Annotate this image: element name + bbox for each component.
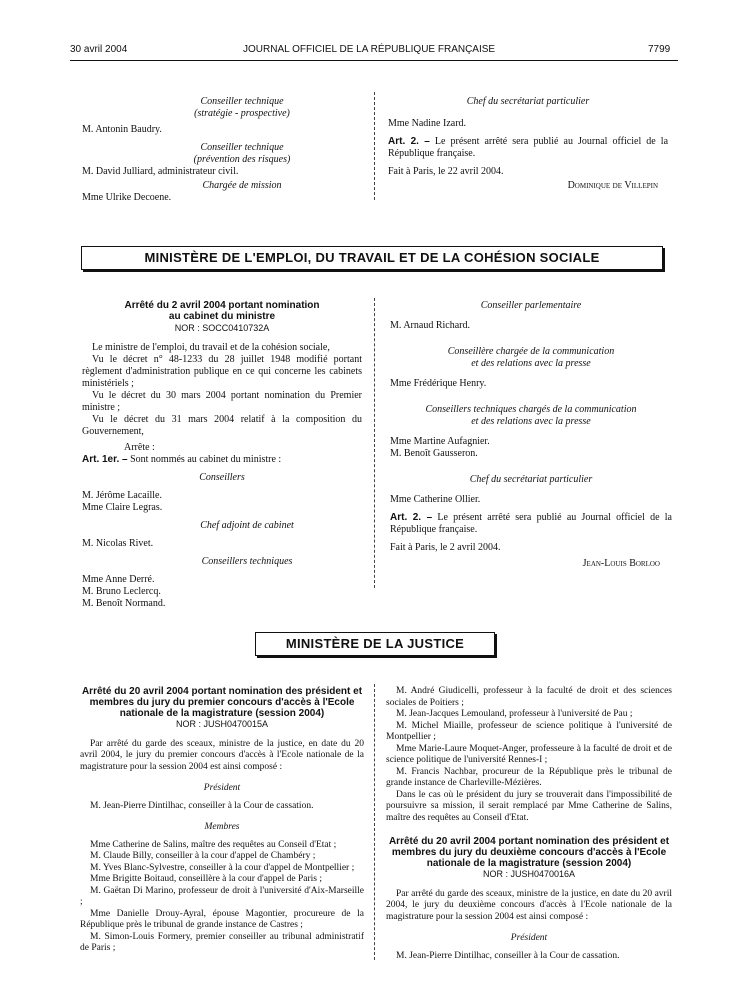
jury-member: M. Simon-Louis Formery, premier conseiller au tribunal administratif de Paris ; <box>80 931 364 953</box>
fait-a-paris: Fait à Paris, le 22 avril 2004. <box>388 166 504 177</box>
article-2 <box>388 136 668 160</box>
appointee-name: M. Arnaud Richard. <box>390 320 470 331</box>
preamble-minister: Le ministre de l'emploi, du travail et de la cohésion sociale, <box>92 342 330 353</box>
arrete-title: Arrêté du 2 avril 2004 portant nomination <box>124 300 320 311</box>
top-right-column <box>388 96 668 192</box>
article-1 <box>82 454 362 466</box>
appointee-name: M. Jean-Pierre Dintilhac, conseiller à la Cour de cassation. <box>396 950 620 961</box>
ministry-banner-justice: MINISTÈRE DE LA JUSTICE <box>255 632 495 656</box>
fait-a-paris: Fait à Paris, le 2 avril 2004. <box>390 542 501 553</box>
decree-intro: Par arrêté du garde des sceaux, ministre de la justice, en date du 20 avril 2004, le jury du premier concours d'accès à l'Ecole nationale de la magistrature pour la session 2004 est ainsi composé : <box>80 738 364 772</box>
top-left-column <box>82 96 362 204</box>
justice-left-column <box>80 686 364 955</box>
justice-right-column <box>386 686 672 962</box>
appointee-name: Mme Ulrike Decoene. <box>82 192 172 203</box>
appointee-name: M. Jérôme Lacaille. <box>82 490 162 501</box>
article-2 <box>390 512 672 536</box>
header-date: 30 avril 2004 <box>70 44 128 55</box>
jury-member: M. Michel Miaille, professeur de science politique à l'université de Montpellier ; <box>386 720 672 742</box>
article-text: Le présent arrêté sera publié au Journal officiel de la République française. <box>390 512 672 535</box>
role-title-line2: et des relations avec la presse <box>471 416 591 427</box>
role-title: Président <box>510 933 548 943</box>
nor-reference: NOR : JUSH0470015A <box>175 719 269 729</box>
column-divider <box>374 92 375 200</box>
replacement-clause: Dans le cas où le président du jury se trouverait dans l'impossibilité de poursuivre sa mission, il serait remplacé par Mme Catherine de Salins, maître des requêtes au Conseil d'Etat. <box>386 789 672 823</box>
jury-member: M. Claude Billy, conseiller à la cour d'appel de Chambéry ; <box>90 851 316 861</box>
arrete-title: Arrêté du 20 avril 2004 portant nomination des président et membres du jury du deuxième concours d'accès à l'Ecole nationale de la magistrature (session 2004) <box>388 836 670 869</box>
role-title: Conseillère chargée de la communication <box>447 346 615 357</box>
role-subtitle: (prévention des risques) <box>193 154 291 165</box>
appointee-name: M. Antonin Baudry. <box>82 124 162 135</box>
column-divider <box>374 298 375 588</box>
role-title: Président <box>203 783 241 793</box>
arrete-title-line2: au cabinet du ministre <box>168 311 276 322</box>
role-subtitle: (stratégie - prospective) <box>194 108 290 119</box>
role-title: Conseiller technique <box>200 142 284 153</box>
article-label: Art. 2. – <box>390 512 433 523</box>
appointee-name: M. Nicolas Rivet. <box>82 538 154 549</box>
jury-member: Mme Brigitte Boitaud, conseillère à la cour d'appel de Paris ; <box>90 874 323 884</box>
header-rule <box>70 60 678 61</box>
arrete-label: Arrête : <box>124 442 155 453</box>
role-title: Conseiller technique <box>200 96 284 107</box>
article-text: Le présent arrêté sera publié au Journal officiel de la République française. <box>388 136 669 159</box>
jury-member: Mme Catherine de Salins, maître des requêtes au Conseil d'Etat ; <box>90 839 337 850</box>
article-text: Sont nommés au cabinet du ministre : <box>130 454 282 465</box>
role-title-line2: et des relations avec la presse <box>471 358 591 369</box>
role-title: Conseiller parlementaire <box>480 300 582 311</box>
jury-member: Mme Danielle Drouy-Ayral, épouse Magontier, procureure de la République près le tribunal de grande instance de Castres ; <box>80 908 364 930</box>
preamble-visa: Vu le décret du 30 mars 2004 portant nomination du Premier ministre ; <box>82 390 362 413</box>
role-title: Membres <box>204 822 240 832</box>
appointee-name: M. David Julliard, administrateur civil. <box>82 166 239 177</box>
appointee-name: Mme Claire Legras. <box>82 502 163 513</box>
signature: Jean-Louis Borloo <box>582 558 660 569</box>
appointee-name: M. Benoît Normand. <box>82 598 166 609</box>
header-page-number: 7799 <box>648 44 671 55</box>
role-title: Conseillers techniques chargés de la communication <box>425 404 637 415</box>
role-title: Chef du secrétariat particulier <box>469 474 593 485</box>
appointee-name: Mme Anne Derré. <box>82 574 155 585</box>
nor-reference: NOR : JUSH0470016A <box>482 869 576 879</box>
signature: Dominique de Villepin <box>567 180 658 191</box>
jury-member: Mme Marie-Laure Moquet-Anger, professeure à la faculté de droit et de science politique de l'université Rennes-I ; <box>386 743 672 765</box>
preamble-visa: Vu le décret n° 48-1233 du 28 juillet 1948 modifié portant règlement d'administration publique en ce qui concerne les cabinets ministériels ; <box>82 354 362 389</box>
appointee-name: Mme Frédérique Henry. <box>390 378 487 389</box>
appointee-name: Mme Catherine Ollier. <box>390 494 481 505</box>
article-label: Art. 2. – <box>388 136 430 147</box>
emploi-right-column <box>390 300 672 570</box>
appointee-name: M. Jean-Pierre Dintilhac, conseiller à la Cour de cassation. <box>90 800 314 811</box>
jury-member: M. Gaëtan Di Marino, professeur de droit à l'université d'Aix-Marseille ; <box>80 885 364 907</box>
appointee-name: M. Benoît Gausseron. <box>390 448 478 459</box>
role-title: Chef adjoint de cabinet <box>200 520 294 531</box>
jury-member: M. André Giudicelli, professeur à la faculté de droit et des sciences sociales de Poitiers ; <box>386 686 672 708</box>
preamble-visa: Vu le décret du 31 mars 2004 relatif à la composition du Gouvernement, <box>82 414 362 437</box>
jury-member: M. Jean-Jacques Lemouland, professeur à l'université de Pau ; <box>396 709 633 719</box>
role-title: Chef du secrétariat particulier <box>466 96 590 107</box>
arrete-title: Arrêté du 20 avril 2004 portant nomination des président et membres du jury du premier concours d'accès à l'Ecole nationale de la magistrature (session 2004) <box>81 686 363 719</box>
appointee-name: Mme Nadine Izard. <box>388 118 467 129</box>
role-title: Conseillers <box>199 472 245 483</box>
ministry-banner-emploi: MINISTÈRE DE L'EMPLOI, DU TRAVAIL ET DE LA COHÉSION SOCIALE <box>81 246 663 270</box>
appointee-name: M. Bruno Leclercq. <box>82 586 161 597</box>
header-journal: JOURNAL OFFICIEL DE LA RÉPUBLIQUE FRANÇAISE <box>243 44 496 55</box>
emploi-left-column <box>82 300 362 610</box>
appointee-name: Mme Martine Aufagnier. <box>390 436 490 447</box>
role-title: Conseillers techniques <box>201 556 293 567</box>
role-title: Chargée de mission <box>202 180 282 191</box>
decree-intro: Par arrêté du garde des sceaux, ministre de la justice, en date du 20 avril 2004, le jury du deuxième concours d'accès à l'Ecole nationale de la magistrature pour la session 2004 est ainsi composé : <box>386 888 672 922</box>
jury-member: M. Francis Nachbar, procureur de la République près le tribunal de grande instance de Charleville-Mézières. <box>386 766 672 788</box>
jury-member: M. Yves Blanc-Sylvestre, conseiller à la cour d'appel de Montpellier ; <box>90 862 355 873</box>
article-label: Art. 1er. – <box>82 454 128 465</box>
column-divider <box>374 684 375 960</box>
nor-reference: NOR : SOCC0410732A <box>174 323 270 333</box>
